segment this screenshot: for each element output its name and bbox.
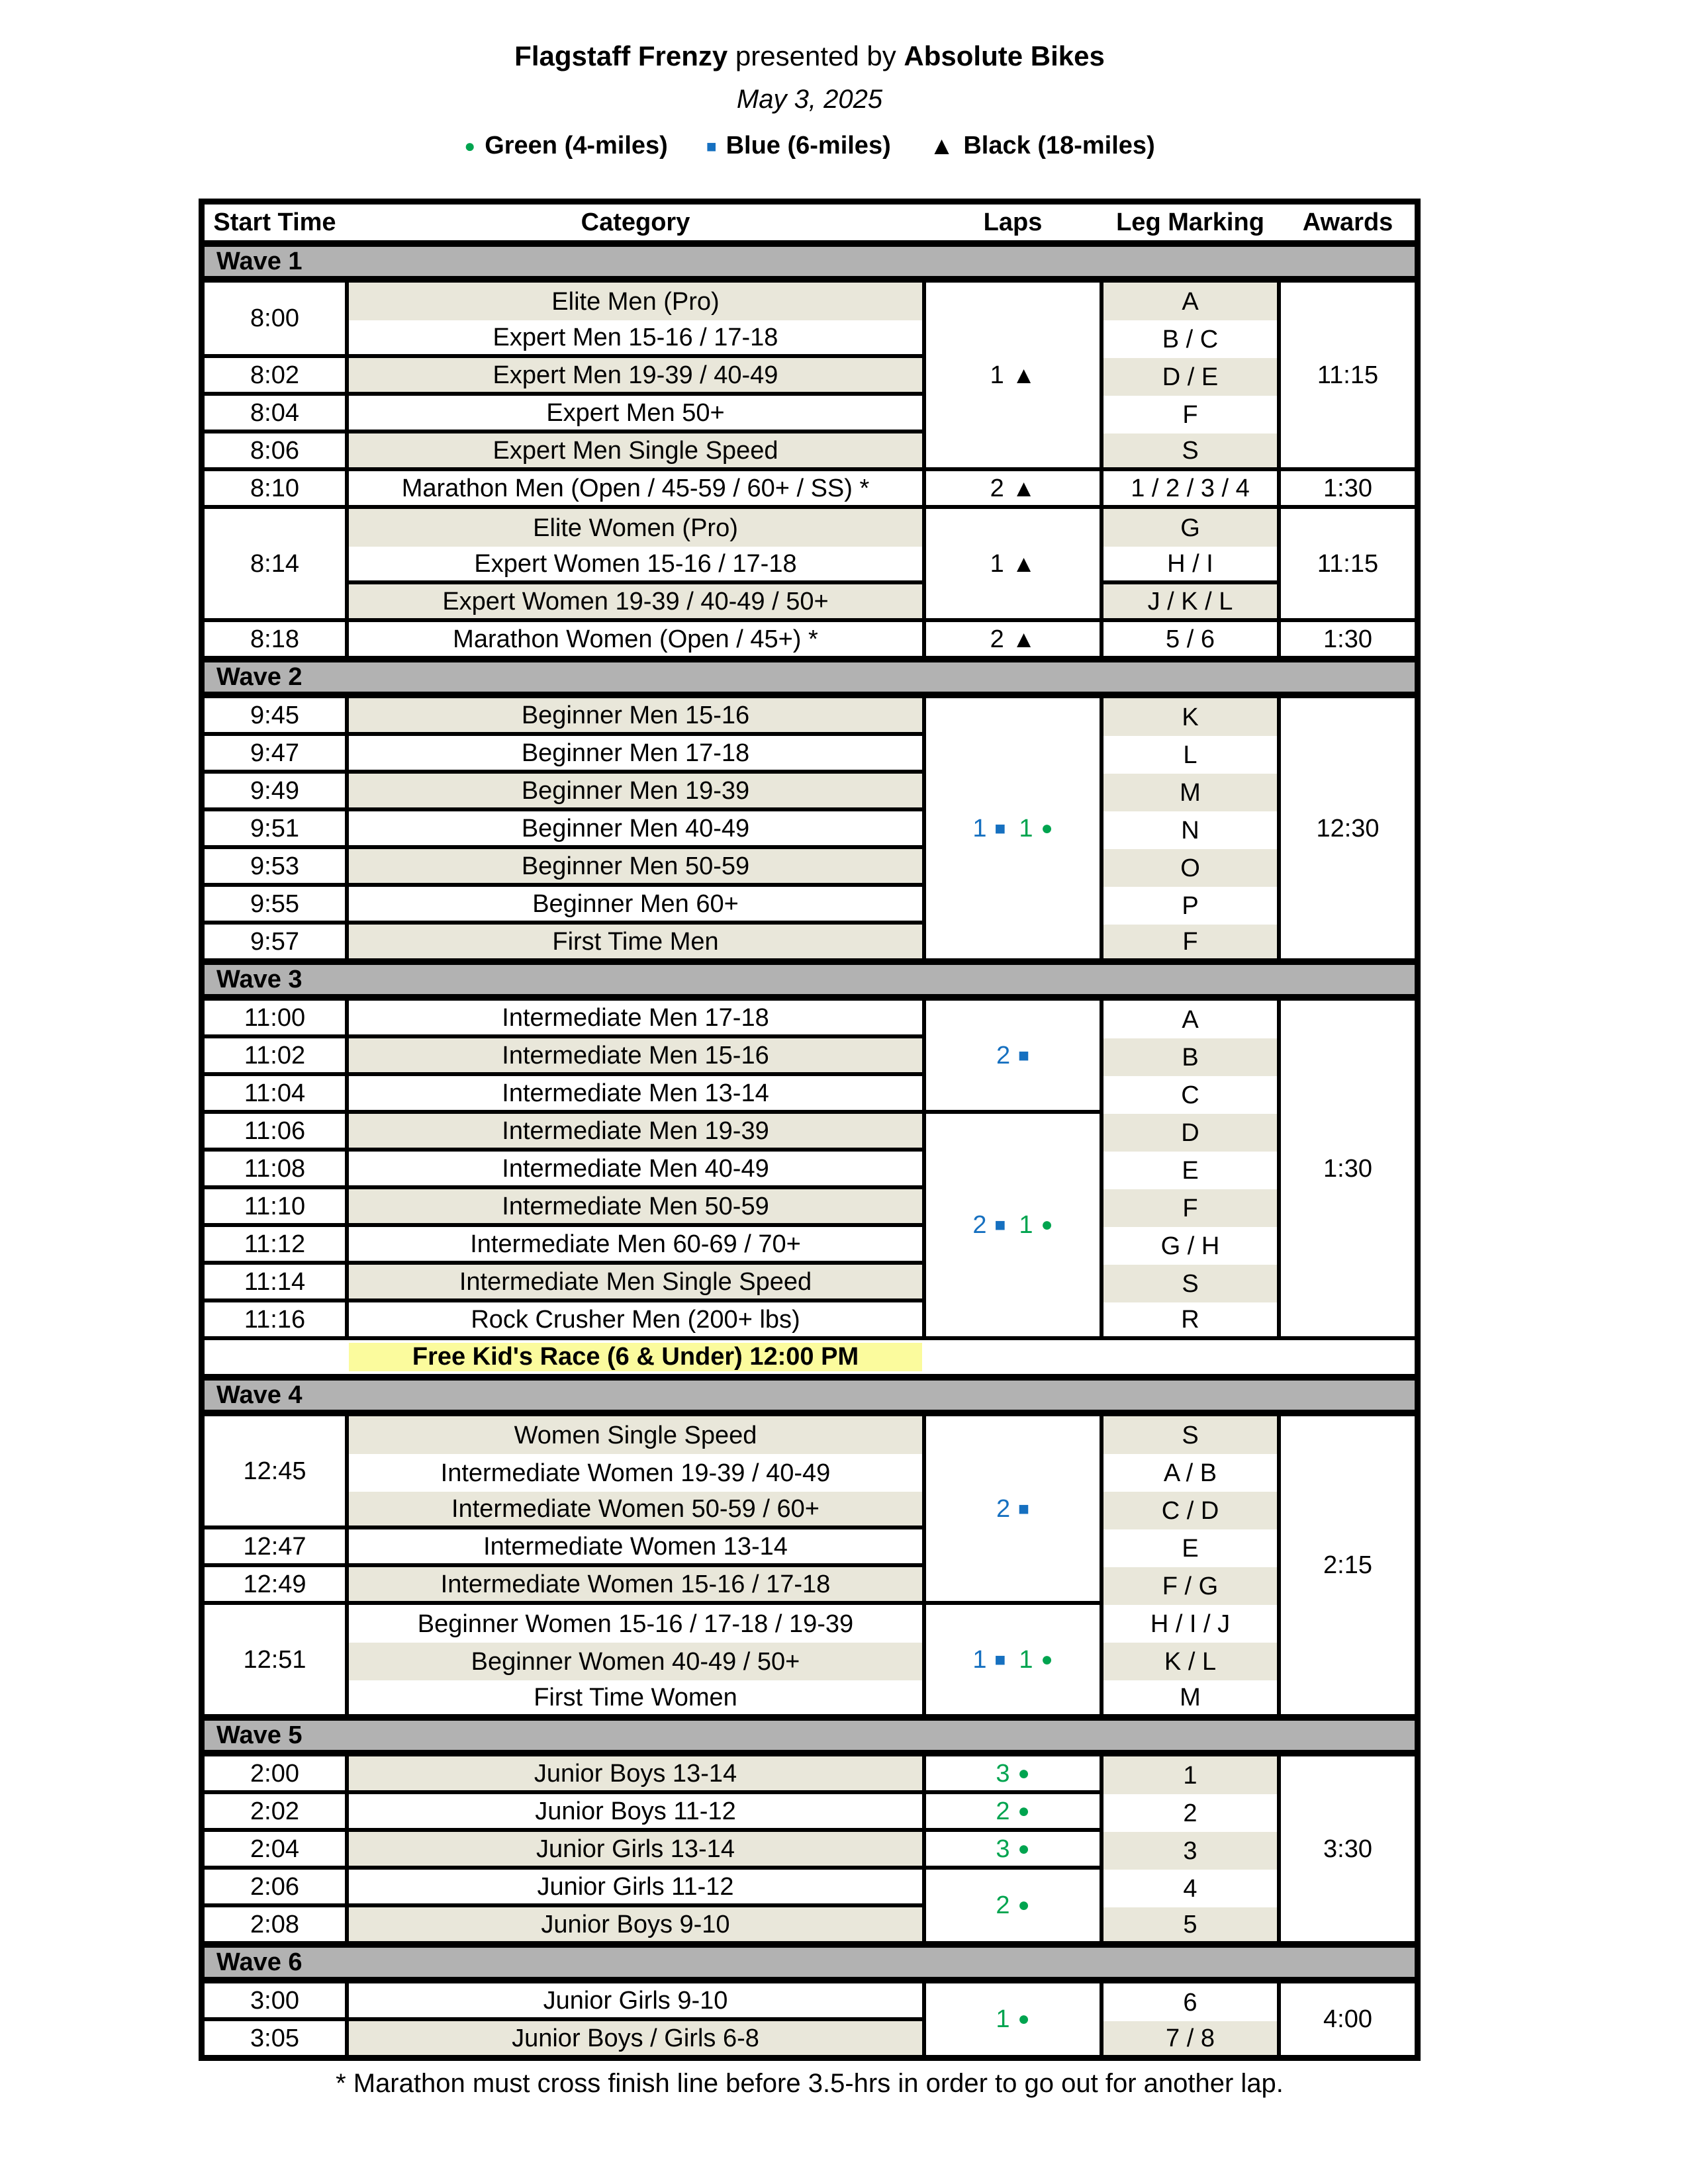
start-time-cell: 9:53 [205, 849, 345, 883]
leg-marking-text: L [1103, 736, 1277, 774]
wave-band: Wave 4 [205, 1378, 1415, 1412]
leg-marking-cell [1103, 1001, 1277, 1336]
start-time-cell: 2:00 [205, 1756, 345, 1790]
lap-count-group [990, 363, 1036, 388]
start-time-cell: 9:47 [205, 736, 345, 770]
awards-cell: 2:15 [1281, 1416, 1415, 1714]
category-cell [349, 1605, 922, 1714]
lap-count-group [972, 1647, 1006, 1672]
wave-section [205, 698, 1415, 958]
start-time-cell: 8:02 [205, 358, 345, 392]
category-cell [349, 2021, 922, 2055]
leg-marking-text: G / H [1103, 1227, 1277, 1265]
lap-count-group [996, 1837, 1029, 1862]
document-header [199, 41, 1421, 160]
start-time-cell: 12:47 [205, 1529, 345, 1563]
start-time-cell: 8:06 [205, 433, 345, 467]
category-text: Intermediate Men Single Speed [349, 1265, 922, 1298]
start-time-cell: 8:18 [205, 622, 345, 656]
leg-marking-cell [1103, 509, 1277, 618]
category-cell [349, 736, 922, 770]
black-triangle-icon: ▲ [929, 132, 955, 160]
leg-marking-cell [1103, 1416, 1277, 1714]
start-time-cell: 11:06 [205, 1114, 345, 1148]
category-cell [349, 471, 922, 505]
leg-marking-text: 2 [1103, 1794, 1277, 1832]
triangle-icon: ▲ [1011, 361, 1036, 388]
leg-marking-text: F [1103, 925, 1277, 958]
laps-cell [926, 1001, 1100, 1110]
start-time-cell: 12:51 [205, 1605, 345, 1714]
column-header-category: Category [581, 208, 690, 236]
category-cell [349, 1227, 922, 1261]
lap-count: 2 [996, 1041, 1011, 1069]
leg-marking-text: G [1103, 509, 1277, 547]
legend-label: Blue (6-miles) [726, 132, 891, 160]
wave-band: Wave 1 [205, 244, 1415, 279]
circle-icon: ● [1017, 1837, 1030, 1860]
marathon-footnote: * Marathon must cross finish line before 3.5-hrs in order to go out for another lap. [336, 2069, 1284, 2098]
leg-marking-text: 1 / 2 / 3 / 4 [1103, 471, 1277, 505]
lap-count-group [996, 1799, 1029, 1824]
category-cell [349, 887, 922, 921]
category-text: Expert Men Single Speed [349, 433, 922, 467]
leg-marking-text: B [1103, 1038, 1277, 1076]
leg-marking-text: P [1103, 887, 1277, 925]
lap-count: 2 [996, 1797, 1010, 1825]
lap-count: 2 [972, 1211, 987, 1239]
leg-marking-text: S [1103, 433, 1277, 467]
category-text: Expert Women 15-16 / 17-18 [349, 547, 922, 584]
category-text: Intermediate Women 50-59 / 60+ [349, 1492, 922, 1525]
leg-marking-text: 4 [1103, 1870, 1277, 1907]
column-header-start-time: Start Time [213, 208, 336, 236]
laps-cell [926, 1832, 1100, 1866]
start-time-cell: 12:45 [205, 1416, 345, 1525]
wave-section [205, 1983, 1415, 2055]
circle-icon: ● [1017, 1799, 1030, 1822]
leg-marking-text: C / D [1103, 1492, 1277, 1529]
start-time-cell: 8:04 [205, 396, 345, 430]
lap-count-group [996, 2007, 1029, 2032]
laps-cell [926, 1870, 1100, 1941]
awards-cell: 11:15 [1281, 509, 1415, 618]
category-text: Junior Girls 11-12 [349, 1870, 922, 1903]
awards-cell: 12:30 [1281, 698, 1415, 958]
category-cell [349, 849, 922, 883]
wave-band: Wave 3 [205, 962, 1415, 997]
category-cell [349, 1529, 922, 1563]
lap-count-group [1019, 816, 1053, 841]
category-text: Intermediate Men 17-18 [349, 1001, 922, 1034]
start-time-cell: 9:49 [205, 774, 345, 807]
lap-count: 1 [972, 1645, 987, 1674]
triangle-icon: ▲ [1011, 625, 1036, 653]
category-text: Intermediate Men 40-49 [349, 1152, 922, 1185]
leg-marking-text: N [1103, 811, 1277, 849]
blue-square-icon: ■ [706, 136, 717, 156]
leg-marking-cell [1103, 622, 1277, 656]
lap-count: 2 [996, 1494, 1011, 1523]
legend-label: Black (18-miles) [963, 132, 1155, 160]
green-circle-icon: ● [464, 135, 476, 156]
category-text: Beginner Men 17-18 [349, 736, 922, 770]
course-legend [199, 132, 1421, 160]
leg-marking-text: E [1103, 1529, 1277, 1567]
leg-marking-text: O [1103, 849, 1277, 887]
category-text: Rock Crusher Men (200+ lbs) [349, 1302, 922, 1336]
category-text: Intermediate Men 13-14 [349, 1076, 922, 1110]
start-time-cell: 9:45 [205, 698, 345, 732]
start-time-cell: 11:16 [205, 1302, 345, 1336]
legend-item-black [929, 132, 1155, 160]
category-text: Intermediate Men 15-16 [349, 1038, 922, 1072]
category-text: Beginner Men 60+ [349, 887, 922, 921]
lap-count: 1 [972, 814, 987, 842]
circle-icon: ● [1041, 817, 1053, 839]
wave-band: Wave 2 [205, 660, 1415, 694]
category-text: Junior Boys 13-14 [349, 1756, 922, 1790]
leg-marking-cell [1103, 698, 1277, 958]
category-cell [349, 1907, 922, 1941]
category-cell [349, 811, 922, 845]
leg-marking-text: E [1103, 1152, 1277, 1189]
schedule-table [199, 199, 1421, 2061]
leg-marking-text: 7 / 8 [1103, 2021, 1277, 2055]
circle-icon: ● [1017, 2008, 1030, 2030]
triangle-icon: ▲ [1011, 474, 1036, 502]
start-time-cell: 8:10 [205, 471, 345, 505]
laps-cell [926, 1983, 1100, 2055]
leg-marking-cell [1103, 283, 1277, 467]
start-time-cell: 11:14 [205, 1265, 345, 1298]
leg-marking-text: D / E [1103, 358, 1277, 396]
category-text: Junior Boys 9-10 [349, 1907, 922, 1941]
lap-count-group [990, 551, 1036, 576]
category-text: Junior Girls 9-10 [349, 1983, 922, 2017]
laps-cell [926, 1416, 1100, 1601]
square-icon: ■ [1018, 1044, 1030, 1066]
category-text: Marathon Men (Open / 45-59 / 60+ / SS) * [349, 471, 922, 505]
category-cell [349, 1302, 922, 1336]
category-text: Intermediate Women 19-39 / 40-49 [349, 1454, 922, 1492]
category-cell [349, 509, 922, 618]
laps-cell [926, 1794, 1100, 1828]
lap-count-group [1019, 1647, 1053, 1672]
leg-marking-text: F / G [1103, 1567, 1277, 1605]
category-cell [349, 396, 922, 430]
start-time-cell: 11:04 [205, 1076, 345, 1110]
awards-cell: 1:30 [1281, 1001, 1415, 1336]
category-text: Marathon Women (Open / 45+) * [349, 622, 922, 656]
lap-count: 2 [996, 1891, 1010, 1919]
square-icon: ■ [1018, 1498, 1030, 1519]
laps-cell [926, 698, 1100, 958]
legend-item-blue [706, 132, 891, 160]
category-text: Intermediate Men 50-59 [349, 1189, 922, 1223]
square-icon: ■ [994, 1649, 1006, 1670]
lap-count: 3 [996, 1835, 1010, 1863]
leg-marking-text: M [1103, 774, 1277, 811]
title-middle: presented by [727, 40, 904, 71]
start-time-cell: 2:04 [205, 1832, 345, 1866]
category-text: Beginner Men 40-49 [349, 811, 922, 845]
start-time-cell: 12:49 [205, 1567, 345, 1601]
leg-marking-text: B / C [1103, 320, 1277, 358]
lap-count: 3 [996, 1759, 1010, 1788]
start-time-cell: 8:14 [205, 509, 345, 618]
leg-marking-cell [1103, 1983, 1277, 2055]
leg-marking-text: 6 [1103, 1983, 1277, 2021]
leg-marking-text: C [1103, 1076, 1277, 1114]
column-header-awards: Awards [1302, 208, 1393, 236]
category-text: Intermediate Women 15-16 / 17-18 [349, 1567, 922, 1601]
laps-cell [926, 1114, 1100, 1336]
category-cell [349, 1001, 922, 1034]
wave-band: Wave 5 [205, 1718, 1415, 1752]
table-header-row [205, 205, 1415, 240]
awards-cell: 1:30 [1281, 471, 1415, 505]
category-cell [349, 1076, 922, 1110]
leg-marking-text: S [1103, 1416, 1277, 1454]
leg-marking-text: F [1103, 1189, 1277, 1227]
category-text: Intermediate Men 60-69 / 70+ [349, 1227, 922, 1261]
leg-marking-cell [1103, 1756, 1277, 1941]
wave-section [205, 1756, 1415, 1941]
category-cell [349, 1114, 922, 1148]
lap-count: 2 [990, 474, 1004, 502]
leg-marking-text: A / B [1103, 1454, 1277, 1492]
leg-marking-text: S [1103, 1265, 1277, 1302]
category-cell [349, 1152, 922, 1185]
category-cell [349, 1832, 922, 1866]
category-text: Junior Boys 11-12 [349, 1794, 922, 1828]
lap-count-group [972, 1212, 1006, 1238]
start-time-cell: 11:02 [205, 1038, 345, 1072]
category-cell [349, 622, 922, 656]
category-cell [349, 1870, 922, 1903]
square-icon: ■ [994, 1214, 1006, 1235]
category-cell [349, 433, 922, 467]
start-time-cell: 3:05 [205, 2021, 345, 2055]
category-text: Elite Men (Pro) [349, 283, 922, 320]
leg-marking-text: 5 [1103, 1907, 1277, 1941]
awards-cell: 11:15 [1281, 283, 1415, 467]
leg-marking-cell [1103, 471, 1277, 505]
leg-marking-text: H / I [1103, 547, 1277, 584]
lap-count-group [990, 476, 1036, 501]
laps-cell [926, 1756, 1100, 1790]
category-text: Intermediate Men 19-39 [349, 1114, 922, 1148]
start-time-cell: 3:00 [205, 1983, 345, 2017]
category-cell [349, 283, 922, 354]
leg-marking-text: A [1103, 283, 1277, 320]
column-header-laps: Laps [983, 208, 1043, 236]
circle-icon: ● [1017, 1762, 1030, 1784]
lap-count: 1 [1019, 814, 1033, 842]
kids-race-label: Free Kid's Race (6 & Under) 12:00 PM [349, 1343, 922, 1371]
leg-marking-text: K [1103, 698, 1277, 736]
square-icon: ■ [994, 817, 1006, 839]
start-time-cell: 2:06 [205, 1870, 345, 1903]
leg-marking-text: J / K / L [1103, 584, 1277, 618]
lap-count-group [996, 1043, 1029, 1068]
category-cell [349, 698, 922, 732]
category-text: Junior Girls 13-14 [349, 1832, 922, 1866]
category-cell [349, 1416, 922, 1525]
category-text: Beginner Women 40-49 / 50+ [349, 1643, 922, 1680]
lap-count-group [972, 816, 1006, 841]
category-cell [349, 1567, 922, 1601]
category-text: Women Single Speed [349, 1416, 922, 1454]
lap-count: 1 [1019, 1645, 1033, 1674]
leg-marking-text: 5 / 6 [1103, 622, 1277, 656]
start-time-cell: 9:57 [205, 925, 345, 958]
lap-count: 1 [996, 2005, 1010, 2033]
laps-cell [926, 471, 1100, 505]
event-name: Flagstaff Frenzy [514, 40, 728, 71]
category-text: First Time Women [349, 1680, 922, 1714]
leg-marking-text: A [1103, 1001, 1277, 1038]
lap-count: 1 [990, 361, 1004, 389]
category-cell [349, 1189, 922, 1223]
wave-band: Wave 6 [205, 1945, 1415, 1979]
lap-count-group [1019, 1212, 1053, 1238]
leg-marking-text: H / I / J [1103, 1605, 1277, 1643]
start-time-cell: 2:02 [205, 1794, 345, 1828]
start-time-cell: 9:51 [205, 811, 345, 845]
category-text: Elite Women (Pro) [349, 509, 922, 547]
start-time-cell: 9:55 [205, 887, 345, 921]
start-time-cell: 11:10 [205, 1189, 345, 1223]
awards-cell: 1:30 [1281, 622, 1415, 656]
start-time-cell: 11:00 [205, 1001, 345, 1034]
start-time-cell: 8:00 [205, 283, 345, 354]
category-cell [349, 358, 922, 392]
lap-count: 2 [990, 625, 1004, 653]
category-text: Expert Men 50+ [349, 396, 922, 430]
column-header-leg-marking: Leg Marking [1116, 208, 1264, 236]
leg-marking-text: K / L [1103, 1643, 1277, 1680]
category-cell [349, 774, 922, 807]
leg-marking-text: R [1103, 1302, 1277, 1336]
lap-count: 1 [990, 549, 1004, 578]
lap-count: 1 [1019, 1211, 1033, 1239]
lap-count-group [996, 1761, 1029, 1786]
leg-marking-text: M [1103, 1680, 1277, 1714]
wave-section [205, 1001, 1415, 1336]
laps-cell [926, 509, 1100, 618]
lap-count-group [996, 1496, 1029, 1522]
triangle-icon: ▲ [1011, 549, 1036, 577]
lap-count-group [990, 627, 1036, 652]
awards-cell: 3:30 [1281, 1756, 1415, 1941]
category-text: Expert Men 15-16 / 17-18 [349, 320, 922, 354]
start-time-cell: 11:08 [205, 1152, 345, 1185]
start-time-cell: 11:12 [205, 1227, 345, 1261]
wave-section [205, 283, 1415, 656]
category-text: Beginner Women 15-16 / 17-18 / 19-39 [349, 1605, 922, 1643]
leg-marking-text: 1 [1103, 1756, 1277, 1794]
circle-icon: ● [1041, 1214, 1053, 1236]
lap-count-group [996, 1893, 1029, 1918]
awards-cell: 4:00 [1281, 1983, 1415, 2055]
category-cell [349, 1038, 922, 1072]
leg-marking-text: F [1103, 396, 1277, 433]
sponsor-name: Absolute Bikes [904, 40, 1105, 71]
legend-item-green [464, 132, 668, 160]
leg-marking-text: D [1103, 1114, 1277, 1152]
kids-race-row [205, 1340, 1415, 1374]
category-cell [349, 1794, 922, 1828]
start-time-cell: 2:08 [205, 1907, 345, 1941]
laps-cell [926, 622, 1100, 656]
laps-cell [926, 1605, 1100, 1714]
category-cell [349, 1756, 922, 1790]
category-text: Beginner Men 50-59 [349, 849, 922, 883]
category-cell [349, 1983, 922, 2017]
laps-cell [926, 283, 1100, 467]
wave-section [205, 1416, 1415, 1714]
category-text: Intermediate Women 13-14 [349, 1529, 922, 1563]
category-text: Expert Women 19-39 / 40-49 / 50+ [349, 584, 922, 618]
category-text: Beginner Men 15-16 [349, 698, 922, 732]
category-text: Junior Boys / Girls 6-8 [349, 2021, 922, 2055]
event-date: May 3, 2025 [736, 85, 883, 114]
category-text: Beginner Men 19-39 [349, 774, 922, 807]
page-title [199, 41, 1421, 71]
circle-icon: ● [1017, 1894, 1030, 1916]
category-text: Expert Men 19-39 / 40-49 [349, 358, 922, 392]
leg-marking-text: 3 [1103, 1832, 1277, 1870]
category-cell [349, 1265, 922, 1298]
circle-icon: ● [1041, 1648, 1053, 1670]
category-text: First Time Men [349, 925, 922, 958]
legend-label: Green (4-miles) [485, 132, 668, 160]
category-cell [349, 925, 922, 958]
